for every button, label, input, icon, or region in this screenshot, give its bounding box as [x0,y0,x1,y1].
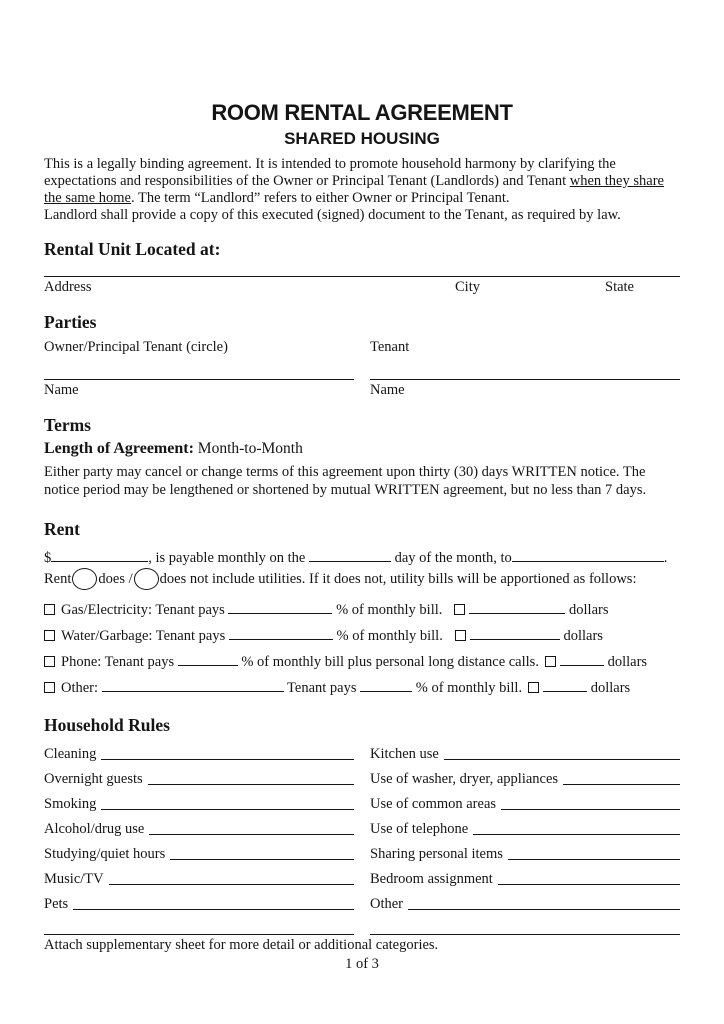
rule-row-studying-quiet-hours [44,838,354,863]
parties-grid [44,339,680,400]
water-garbage-label: Water/Garbage: Tenant pays [61,628,226,645]
section-heading-household-rules: Household Rules [44,715,170,736]
rule-row-common-areas [370,788,680,813]
owner-label[interactable]: Owner/Principal Tenant (circle) [44,338,228,355]
address-label: Address [44,279,92,296]
rule-row-sharing-personal-items [370,838,680,863]
gas-electricity-label: Gas/Electricity: Tenant pays [61,602,225,619]
water-garbage-percent-input-line[interactable] [229,627,333,640]
owner-name-input-line[interactable] [44,356,354,380]
utility-row-water-garbage [44,627,680,645]
rule-row-alcohol-drug-use [44,813,354,838]
rule-label: Studying/quiet hours [44,846,166,863]
rule-input-line[interactable] [149,834,354,835]
water-garbage-dollars-checkbox[interactable] [455,630,466,641]
other-utility-checkbox[interactable] [44,682,55,693]
intro-text-2: . The term “Landlord” refers to either Owner or Principal Tenant. [130,190,510,206]
rule-label: Other [370,896,404,913]
rule-input-line[interactable] [101,809,354,810]
household-rules-right-column [370,738,680,913]
rule-row-pets [44,888,354,913]
other-utility-label: Other: [61,680,99,697]
terms-paragraph: Either party may cancel or change terms of this agreement upon thirty (30) days WRITTEN notice. The notice period may be lengthened or shortened by mutual WRITTEN agreement, but no less than 7 days. [44,464,647,499]
does-not-circle-option[interactable] [134,568,159,590]
utility-row-other [44,679,680,697]
phone-percent-text: % of monthly bill plus personal long distance calls. [241,654,539,671]
rent-amount-input-line[interactable] [51,549,148,562]
section-heading-parties: Parties [44,312,97,333]
rule-row-kitchen-use [370,738,680,763]
rule-row-cleaning [44,738,354,763]
supplementary-note: Attach supplementary sheet for more detail or additional categories. [44,936,439,953]
rule-row-music-tv [44,863,354,888]
tenant-name-label: Name [370,382,405,399]
tenant-name-input-line[interactable] [370,356,680,380]
rule-row-overnight-guests [44,763,354,788]
phone-checkbox[interactable] [44,656,55,667]
legal-notice: Landlord shall provide a copy of this executed (signed) document to the Tenant, as required by law. [44,207,621,224]
owner-name-label: Name [44,382,79,399]
city-label: City [455,279,480,296]
utility-row-gas-electricity [44,601,680,619]
other-utility-name-input-line[interactable] [102,679,284,692]
rule-label: Smoking [44,796,97,813]
gas-electricity-dollars-checkbox[interactable] [454,604,465,615]
length-of-agreement-row [44,439,680,459]
phone-dollars-checkbox[interactable] [545,656,556,667]
tenant-column [370,339,680,400]
gas-electricity-dollars-text: dollars [569,602,609,619]
other-percent-input-line[interactable] [360,679,412,692]
rule-row-washer-dryer-appliances [370,763,680,788]
rule-input-line[interactable] [508,859,680,860]
rule-label: Pets [44,896,69,913]
dollar-sign-label: $ [44,549,52,566]
rule-input-line[interactable] [408,909,680,910]
rent-payee-input-line[interactable] [512,549,664,562]
rent-amount-row [44,549,680,567]
does-label[interactable]: does [98,571,125,588]
rent-line-period: . [663,549,668,566]
rule-label: Bedroom assignment [370,871,493,888]
household-rules-left-column [44,738,354,913]
rent-day-input-line[interactable] [309,549,391,562]
state-label: State [605,279,634,296]
phone-dollars-input-line[interactable] [560,653,604,666]
household-rules-grid [44,738,680,913]
gas-electricity-percent-input-line[interactable] [228,601,332,614]
water-garbage-dollars-text: dollars [563,628,603,645]
rule-input-line[interactable] [473,834,680,835]
other-percent-text: % of monthly bill. [415,680,523,697]
page-number: 1 of 3 [345,956,379,972]
address-input-line[interactable] [44,259,680,277]
rule-label: Use of washer, dryer, appliances [370,771,559,788]
intro-paragraph [44,156,680,207]
utility-row-phone [44,653,680,671]
rule-label: Alcohol/drug use [44,821,145,838]
gas-electricity-checkbox[interactable] [44,604,55,615]
intro-underlined-phrase: when they share the same home [44,172,664,206]
phone-label: Phone: Tenant pays [61,654,175,671]
extra-rule-lines [44,927,680,935]
day-of-month-text: day of the month, to [394,549,512,566]
rent-word: Rent [44,571,72,588]
intro-text-1: This is a legally binding agreement. It is intended to promote household harmony by clarifying the expectations and responsibilities of the Owner or Principal Tenant (Landlords) and Tenant [44,155,616,189]
rule-input-line[interactable] [444,759,680,760]
rule-label: Sharing personal items [370,846,503,863]
rule-row-other [370,888,680,913]
does-circle-option[interactable] [72,568,97,590]
does-not-text[interactable]: does not include utilities. If it does not, utility bills will be apportioned as follows: [159,571,637,588]
tenant-label: Tenant [370,338,410,355]
length-of-agreement-value: Month-to-Month [197,439,303,457]
rule-input-line[interactable] [501,809,680,810]
section-heading-terms: Terms [44,414,91,435]
page-subtitle: SHARED HOUSING [284,129,440,149]
other-dollars-input-line[interactable] [543,679,587,692]
gas-electricity-percent-text: % of monthly bill. [336,602,443,619]
page-title: ROOM RENTAL AGREEMENT [211,100,513,125]
rule-label: Use of telephone [370,821,469,838]
rule-row-smoking [44,788,354,813]
rule-row-telephone [370,813,680,838]
section-heading-rent: Rent [44,518,80,539]
water-garbage-percent-text: % of monthly bill. [336,628,443,645]
extra-rule-input-line-left[interactable] [44,927,354,935]
address-labels-row [44,279,680,299]
rule-input-line[interactable] [498,884,680,885]
gas-electricity-dollars-input-line[interactable] [469,601,565,614]
rule-input-line[interactable] [563,784,680,785]
rule-label: Overnight guests [44,771,143,788]
payable-text: , is payable monthly on the [148,549,306,566]
other-dollars-checkbox[interactable] [528,682,539,693]
phone-dollars-text: dollars [607,654,648,671]
water-garbage-checkbox[interactable] [44,630,55,641]
rule-input-line[interactable] [148,784,354,785]
owner-column [44,339,354,400]
rule-input-line[interactable] [170,859,354,860]
rule-label: Use of common areas [370,796,497,813]
section-heading-rental-unit: Rental Unit Located at: [44,239,221,260]
rule-input-line[interactable] [101,759,354,760]
slash-separator: / [128,571,133,588]
rent-utilities-row [44,568,680,590]
extra-rule-input-line-right[interactable] [370,927,680,935]
rule-label: Cleaning [44,746,97,763]
rule-row-bedroom-assignment [370,863,680,888]
other-dollars-text: dollars [590,680,631,697]
rule-label: Kitchen use [370,746,439,763]
rule-label: Music/TV [44,871,104,888]
length-of-agreement-label: Length of Agreement: [44,439,194,457]
rule-input-line[interactable] [73,909,354,910]
water-garbage-dollars-input-line[interactable] [470,627,560,640]
phone-percent-input-line[interactable] [178,653,238,666]
rule-input-line[interactable] [109,884,354,885]
other-tenant-pays-text: Tenant pays [287,680,357,697]
